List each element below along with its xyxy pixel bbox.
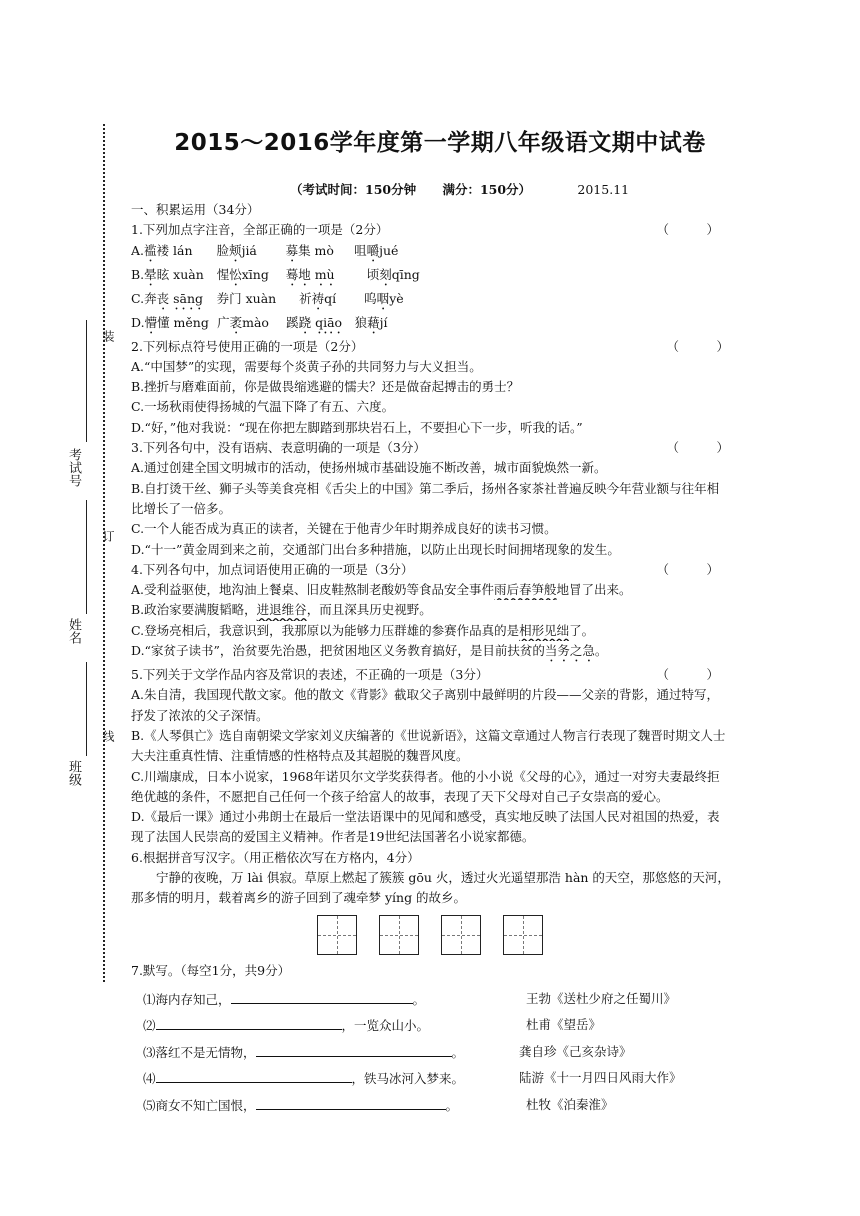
recite-blank-5[interactable]: [256, 1095, 446, 1110]
class-label: 班级: [66, 760, 81, 786]
q5-option-b: B.《人琴俱亡》选自南朝梁文学家刘义庆编著的《世说新语》，这篇文章通过人物言行表现了魏晋时期文人士大夫注重真性情、注重情感的性格特点及其超脱的魏晋风度。: [131, 727, 726, 764]
recite-source-4: 陆游《十一月四日风雨大作》: [519, 1070, 682, 1086]
exam-time: （考试时间：150分钟: [290, 182, 417, 197]
q4-option-a: A.受利益驱使，地沟油上餐桌、旧皮鞋熬制老酸奶等食品安全事件雨后春笋般地冒了出来。: [131, 582, 632, 598]
q3-option-a: A.通过创建全国文明城市的活动，使扬州城市基础设施不断改善，城市面貌焕然一新。: [131, 460, 607, 476]
q2-answer-paren: （ ）: [666, 338, 729, 354]
name-line: [86, 500, 87, 614]
binding-dotted-line: [103, 124, 105, 982]
recite-source-2: 杜甫《望岳》: [526, 1017, 602, 1033]
q2-stem: 2.下列标点符号使用正确的一项是（2分） （ ）: [131, 337, 731, 357]
q5-option-a: A.朱自清，我国现代散文家。他的散文《背影》截取父子离别中最鲜明的片段——父亲的背影，通过特写，抒发了浓浓的父子深情。: [131, 687, 720, 723]
q5-option-d: D.《最后一课》通过小弗朗士在最后一堂法语课中的见闻和感受，真实地反映了法国人民对祖国的热爱，表现了法国人民崇高的爱国主义精神。作者是19世纪法国著名小说家都德。: [131, 809, 720, 845]
q4-option-d: D.“家贫子读书”，治贫要先治愚，把贫困地区义务教育搞好，是目前扶贫的当务之急。: [131, 643, 608, 659]
exam-date: 2015.11: [577, 182, 630, 197]
recite-item-4: ⑷ ，铁马冰河入梦来。 陆游《十一月四日风雨大作》: [131, 1068, 731, 1095]
q6-stem: 6.根据拼音写汉字。（用正楷依次写在方格内，4分）: [131, 849, 420, 865]
exam-score: 满分：150分）: [442, 182, 532, 197]
answer-box-3[interactable]: [441, 915, 481, 955]
exam-meta: [290, 180, 730, 198]
q1-stem: 1.下列加点字注音，全部正确的一项是（2分） （ ）: [131, 220, 731, 240]
recite-blank-3[interactable]: [256, 1042, 452, 1057]
q5-answer-paren: （ ）: [656, 667, 719, 683]
q4-option-b: B.政治家要满腹韬略，进退维谷，而且深具历史视野。: [131, 602, 432, 618]
q2-option-d: D.“好，”他对我说：“现在你把左脚踏到那块岩石上，不要担心下一步，听我的话。”: [131, 419, 583, 435]
q6-passage: 宁静的夜晚，万 lài 俱寂。草原上燃起了簇簇 gōu 火，透过火光遥望那浩 hàn 的天空，那悠悠的天河，那多情的明月，载着离乡的游子回到了魂牵梦 yíng 的故乡。: [131, 870, 730, 906]
recite-item-3: ⑶落红不是无情物， 。 龚自珍《己亥杂诗》: [131, 1042, 731, 1069]
binding-char-xian: 线: [101, 730, 115, 742]
q2-option-a: A.“中国梦”的实现，需要每个炎黄子孙的共同努力与大义担当。: [131, 358, 482, 374]
class-line: [86, 662, 87, 756]
page-title: 2015～2016学年度第一学期八年级语文期中试卷: [174, 130, 706, 156]
q3-answer-paren: （ ）: [666, 440, 729, 456]
exam-number-line: [86, 320, 87, 442]
exam-content: [131, 200, 731, 1121]
binding-char-ding: 订: [101, 530, 115, 542]
answer-box-1[interactable]: [317, 915, 357, 955]
q1-option-a: A.褴褛 lán 脸颊jiá 募集 mò 咀嚼jué: [131, 242, 399, 258]
q3-option-c: C.一个人能否成为真正的读者，关键在于他青少年时期养成良好的读书习惯。: [131, 521, 557, 537]
recite-blank-1[interactable]: [231, 989, 413, 1004]
recite-blank-4[interactable]: [156, 1068, 352, 1083]
q1-option-b: B.晕眩 xuàn 惺忪xīng 蓦地 mù 顷刻qīng: [131, 266, 420, 282]
q6-answer-grid: [317, 915, 731, 955]
q5-stem: 5.下列关于文学作品内容及常识的表述，不正确的一项是（3分） （ ）: [131, 665, 731, 685]
recite-item-2: ⑵ ，一览众山小。 杜甫《望岳》: [131, 1015, 731, 1042]
q1-option-d: D.懵懂 měng 广袤mào 蹊跷 qiāo 狼藉jí: [131, 314, 388, 330]
q2-option-c: C.一场秋雨使得扬城的气温下降了有五、六度。: [131, 399, 395, 415]
q1-answer-paren: （ ）: [656, 222, 719, 238]
q4-stem: 4.下列各句中，加点词语使用正确的一项是（3分） （ ）: [131, 560, 731, 580]
name-label: 姓名: [66, 618, 81, 644]
recite-blank-2[interactable]: [156, 1015, 342, 1030]
answer-box-4[interactable]: [503, 915, 543, 955]
recite-item-1: ⑴海内存知己， 。 王勃《送杜少府之任蜀川》: [131, 989, 731, 1016]
q4-option-c: C.登场亮相后，我意识到，我那原以为能够力压群雄的参赛作品真的是相形见绌了。: [131, 622, 595, 638]
answer-box-2[interactable]: [379, 915, 419, 955]
q5-option-c: C.川端康成，日本小说家，1968年诺贝尔文学奖获得者。他的小小说《父母的心》，通过一对穷夫妻最终拒绝优越的条件，不愿把自己任何一个孩子给富人的故事，表现了天下父母对自己子女崇高的爱心。: [131, 768, 720, 804]
q2-option-b: B.挫折与磨难面前，你是做畏缩逃避的懦夫？还是做奋起搏击的勇士？: [131, 379, 520, 395]
recite-source-5: 杜牧《泊秦淮》: [526, 1096, 614, 1112]
q7-stem: 7.默写。（每空1分，共9分）: [131, 962, 291, 978]
q4-answer-paren: （ ）: [656, 561, 719, 577]
recite-source-1: 王勃《送杜少府之任蜀川》: [526, 990, 677, 1006]
q7-recitation-list: [131, 989, 731, 1122]
binding-char-zhuang: 装: [101, 330, 115, 342]
section-heading: 一、积累运用（34分）: [131, 202, 260, 217]
q3-option-b: B.自打烫干丝、狮子头等美食亮相《舌尖上的中国》第二季后，扬州各家茶社普遍反映今年营业额与往年相比增长了一倍多。: [131, 480, 720, 516]
q3-stem: 3.下列各句中，没有语病、表意明确的一项是（3分） （ ）: [131, 438, 731, 458]
q3-option-d: D.“十一”黄金周到来之前，交通部门出台多种措施，以防止出现长时间拥堵现象的发生。: [131, 541, 620, 557]
q1-option-c: C.奔丧 sāng 券门 xuàn 祈祷qí 呜咽yè: [131, 290, 404, 306]
recite-source-3: 龚自珍《己亥杂诗》: [519, 1043, 632, 1059]
recite-item-5: ⑸商女不知亡国恨， 。 杜牧《泊秦淮》: [131, 1095, 731, 1122]
exam-number-label: 考试号: [66, 448, 81, 487]
